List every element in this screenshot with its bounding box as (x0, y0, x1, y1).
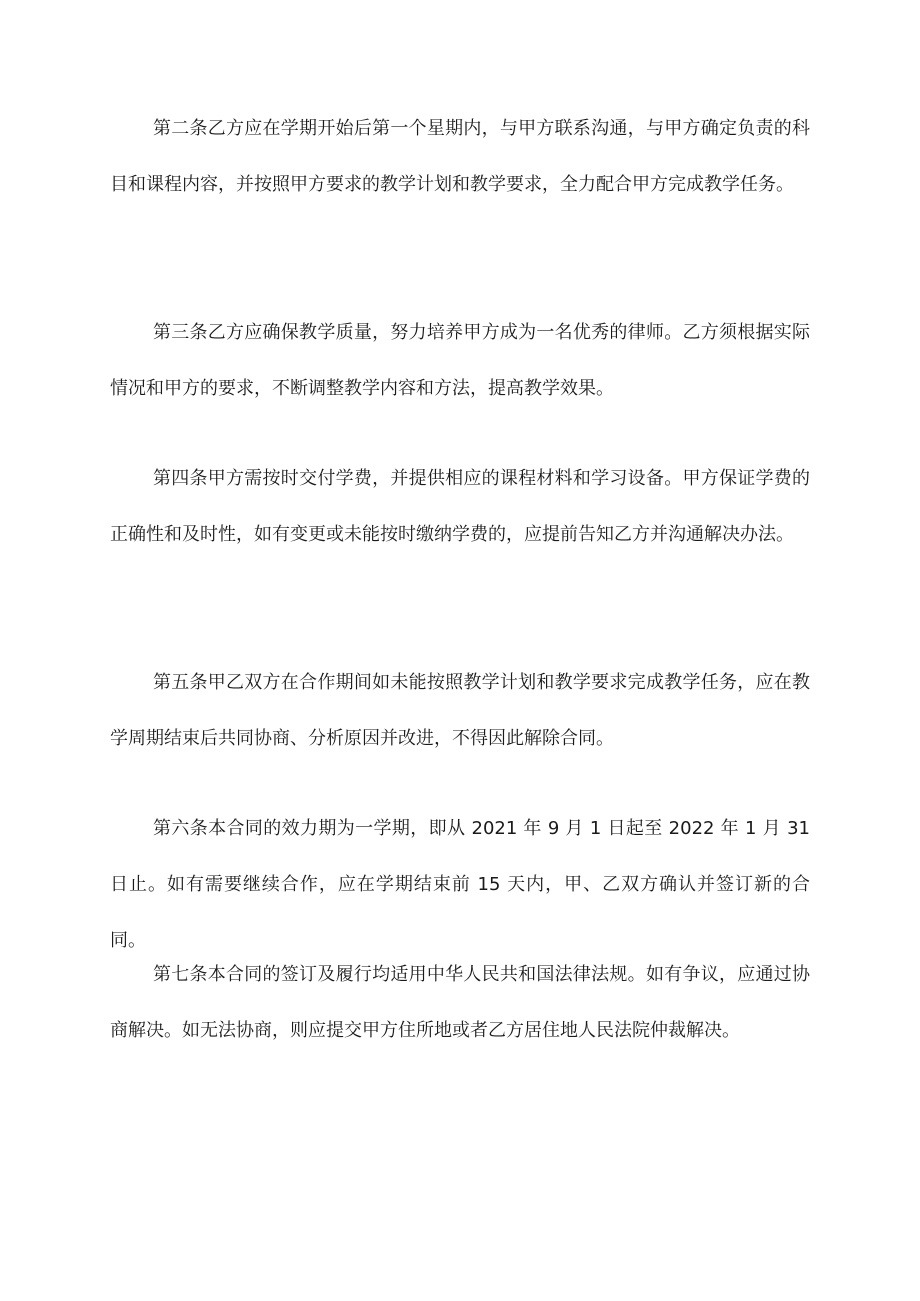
article-7-paragraph: 第七条本合同的签订及履行均适用中华人民共和国法律法规。如有争议，应通过协商解决。如无法协商，则应提交甲方住所地或者乙方居住地人民法院仲裁解决。 (110, 964, 810, 1041)
article-5-paragraph: 第五条甲乙双方在合作期间如未能按照教学计划和教学要求完成教学任务，应在教学周期结束后共同协商、分析原因并改进，不得因此解除合同。 (110, 672, 810, 749)
article-2-paragraph: 第二条乙方应在学期开始后第一个星期内，与甲方联系沟通，与甲方确定负责的科目和课程内容，并按照甲方要求的教学计划和教学要求，全力配合甲方完成教学任务。 (110, 118, 810, 195)
article-3-paragraph: 第三条乙方应确保教学质量，努力培养甲方成为一名优秀的律师。乙方须根据实际情况和甲方的要求，不断调整教学内容和方法，提高教学效果。 (110, 322, 810, 399)
article-4-paragraph: 第四条甲方需按时交付学费，并提供相应的课程材料和学习设备。甲方保证学费的正确性和及时性，如有变更或未能按时缴纳学费的，应提前告知乙方并沟通解决办法。 (110, 468, 810, 545)
article-6-paragraph: 第六条本合同的效力期为一学期，即从 2021 年 9 月 1 日起至 2022 年 1 月 31 日止。如有需要继续合作，应在学期结束前 15 天内，甲、乙双方确认并签订新的合同。 (110, 818, 810, 951)
